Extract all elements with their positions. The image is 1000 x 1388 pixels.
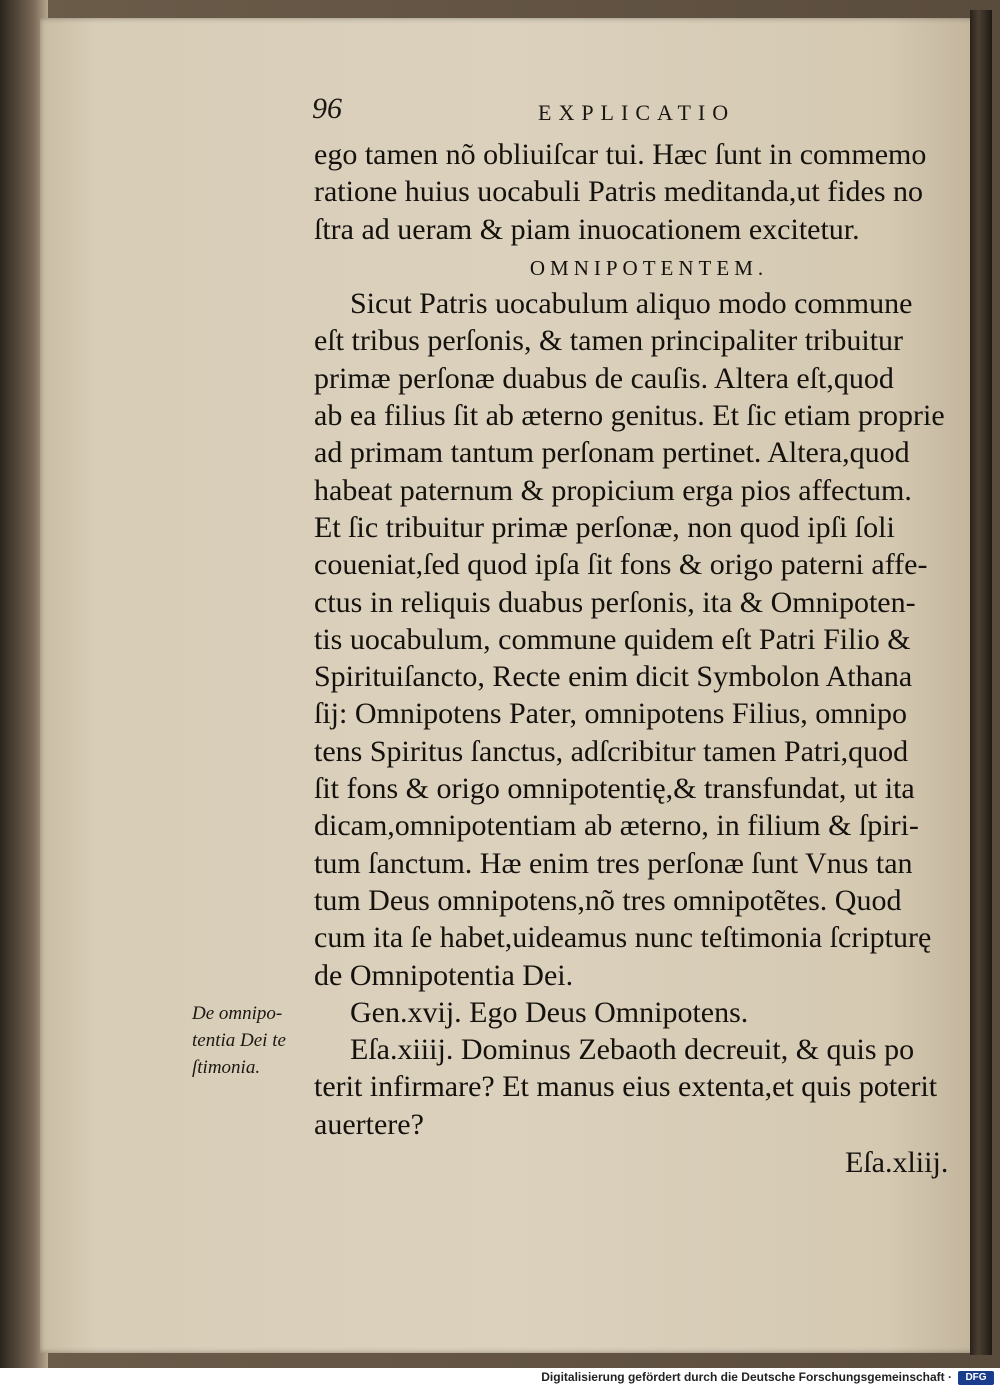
text-line: habeat paternum & propicium erga pios affectum. bbox=[314, 473, 912, 507]
text-line: primæ perſonæ duabus de cauſis. Altera eſt,quod bbox=[314, 361, 894, 395]
citation-line: auertere? bbox=[314, 1107, 424, 1141]
dfg-logo: DFG bbox=[958, 1371, 994, 1385]
text-line: coueniat,ſed quod ipſa ſit fons & origo paterni affe- bbox=[314, 548, 928, 582]
marginal-note-line: De omnipo- bbox=[192, 1003, 283, 1024]
text-line: tis uocabulum, commune quidem eſt Patri Filio & bbox=[314, 622, 911, 656]
running-head-title: EXPLICATIO bbox=[538, 100, 736, 125]
text-line: tens Spiritus ſanctus, adſcribitur tamen Patri,quod bbox=[314, 734, 909, 768]
text-line: ab ea filius ſit ab æterno genitus. Et ſic etiam proprie bbox=[314, 399, 945, 433]
section-heading: OMNIPOTENTEM. bbox=[529, 255, 769, 280]
text-line: ad primam tantum perſonam pertinet. Altera,quod bbox=[314, 436, 910, 470]
marginal-note bbox=[192, 1000, 312, 1081]
text-line: eſt tribus perſonis, & tamen principaliter tribuitur bbox=[314, 324, 904, 358]
funding-notice: Digitalisierung gefördert durch die Deutsche Forschungsgemeinschaft · bbox=[541, 1370, 952, 1384]
text-line: Sicut Patris uocabulum aliquo modo commune bbox=[350, 287, 913, 321]
text-line: Et ſic tribuitur primæ perſonæ, non quod ipſi ſoli bbox=[314, 510, 895, 544]
catchword: Eſa.xliij. bbox=[845, 1146, 949, 1179]
running-head bbox=[312, 92, 772, 132]
text-line: cum ita ſe habet,uideamus nunc teſtimonia ſcripturę bbox=[314, 921, 932, 955]
text-line: tum ſanctum. Hæ enim tres perſonæ ſunt Vnus tan bbox=[314, 846, 913, 880]
text-line: ſit fons & origo omnipotentię,& transfundat, ut ita bbox=[314, 772, 915, 806]
citation-line: Eſa.xiiij. Dominus Zebaoth decreuit, & quis po bbox=[350, 1033, 915, 1067]
text-line: tum Deus omnipotens,nõ tres omnipotẽtes. Quod bbox=[314, 883, 902, 917]
text-line: de Omnipotentia Dei. bbox=[314, 958, 574, 992]
text-line: dicam,omnipotentiam ab æterno, in filium & ſpiri- bbox=[314, 809, 919, 843]
main-text-block bbox=[314, 136, 966, 1143]
text-line: ſtra ad ueram & piam inuocationem excitetur. bbox=[314, 212, 860, 246]
citation-line: Gen.xvij. Ego Deus Omnipotens. bbox=[350, 995, 749, 1029]
text-line: ſij: Omnipotens Pater, omnipotens Filius, omnipo bbox=[314, 697, 907, 731]
page-edge bbox=[970, 10, 992, 1355]
text-line: ratione huius uocabuli Patris meditanda,ut fides no bbox=[314, 175, 924, 209]
footer-bar bbox=[0, 1368, 1000, 1388]
text-line: Spirituiſancto, Recte enim dicit Symbolon Athana bbox=[314, 660, 913, 694]
text-line: ego tamen nõ obliuiſcar tui. Hæc ſunt in commemo bbox=[314, 138, 927, 171]
text-line: ctus in reliquis duabus perſonis, ita & Omnipoten- bbox=[314, 585, 916, 619]
citation-line: terit infirmare? Et manus eius extenta,et quis poterit bbox=[314, 1070, 938, 1104]
page-number: 96 bbox=[312, 92, 342, 125]
marginal-note-line: ſtimonia. bbox=[192, 1057, 261, 1078]
marginal-note-line: tentia Dei te bbox=[192, 1030, 286, 1051]
